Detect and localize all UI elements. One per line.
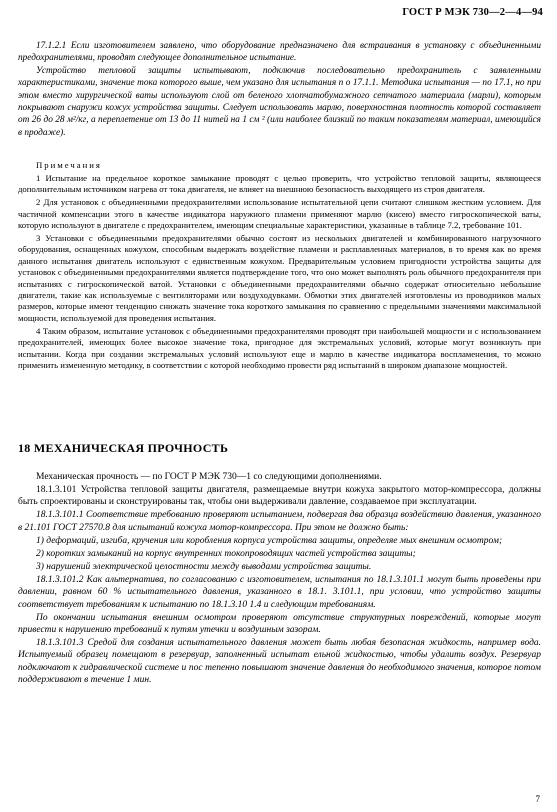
note-item: 1 Испытание на предельное короткое замыкание проводят с целью проверить, что устройство тепловой защиты, являющееся дополнительным источником нагрева от тока двигателя, не влияет на внешнюю безопасность выходящего из строя двигателя. [18, 172, 541, 195]
section-18-body [18, 471, 541, 687]
section-heading: 18 МЕХАНИЧЕСКАЯ ПРОЧНОСТЬ [18, 441, 229, 455]
notes-block [18, 160, 541, 373]
note-item: 4 Таким образом, испытание установок с объединенными предохранителями проводят при наибольшей мощности и с использованием предохранителей, имеющих более высокое значение тока, пригодное для экстремальных условий, которые могут возникнуть при испытании. Когда при создании экстремальных условий используют еще и марлю в качестве индикатора воспламенения, то можно применить измененную методику, в соответствии с которой необходимо провести ряд испытаний в широком диапазоне мощностей. [18, 325, 541, 370]
clause-paragraph: Устройство тепловой защиты испытывают, подключив последовательно предохранитель с заявленными характеристиками, значение тока которого выше, чем указано для испытания п о 17.1.1. Методика испытания — по 17.1, но при этом вместо хирургической ваты используют слой от беленого хлопчатобумажного сетчатого материала (марли), которым покрывают снаружи кожух устройства защиты. Следует использовать марлю, поверхностная плотность которой составляет от 26 до 28 м²/кг, а переплетение от 13 до 11 нитей на 1 см ² (или наиболее близкий по таким показателям материал, имеющийся в продаже). [18, 65, 541, 138]
page-number: 7 [535, 794, 540, 804]
body-paragraph: 18.1.3.101 Устройства тепловой защиты двигателя, размещаемые внутри кожуха закрытого мотор-компрессора, должны быть спроектированы и сконструированы так, чтобы они выдерживали давление, создаваемое при эксплуатации. [18, 485, 541, 508]
clause-paragraph: 17.1.2.1 Если изготовителем заявлено, что оборудование предназначено для встраивания в установку с объединенными предохранителями, проводят следующее дополнительное испытание. [18, 41, 541, 64]
body-paragraph: Механическая прочность — по ГОСТ Р МЭК 730—1 со следующими дополнениями. [36, 472, 382, 482]
running-header: ГОСТ Р МЭК 730—2—4—94 [402, 7, 543, 18]
body-paragraph: 18.1.3.101.3 Средой для создания испытательного давления может быть любая безопасная жидкость, например вода. Испытуемый образец помещают в резервуар, заполненный испытат ельной жидкостью, чтобы удалить воздух. Резервуар подключают к гидравлической системе и пос тепенно повышают значение давления до необходимого значения, которое потом поддерживают в течение 1 мин. [18, 638, 541, 686]
list-item: 1) деформаций, изгиба, кручения или коробления корпуса устройства защиты, определяе мых внешним осмотром; [36, 535, 503, 546]
list-item: 3) нарушений электрической целостности между выводами устройства защиты. [36, 561, 372, 572]
body-paragraph: По окончании испытания внешним осмотром проверяют отсутствие структурных повреждений, которые могут привести к нарушению требований к путям утечки и воздушным зазорам. [18, 612, 541, 636]
body-paragraph: 18.1.3.101.1 Соответствие требованию проверяют испытанием, подвергая два образца воздействию давления, указанного в 21.101 ГОСТ 27570.8 для испытаний кожуха мотор-компрессора. При этом не должно быть: [18, 510, 541, 533]
notes-title: Примечания [36, 160, 102, 170]
list-item: 2) коротких замыканий на корпус внутренних токопроводящих частей устройства защиты; [36, 548, 416, 559]
body-paragraph: 18.1.3.101.2 Как альтернатива, по согласованию с изготовителем, испытания по 18.1.3.101.1 могут быть проведены при давлении, равном 60 % испытательного давления, указанного в 18.1. 3.101.1, при условии, что устройство защиты соответствует требованиям к испытанию по 18.1.3.10 1.4 и следующим требованиям. [18, 574, 541, 610]
clause-17-1-2-1 [18, 40, 541, 139]
note-item: 2 Для установок с объединенными предохранителями использование испытательной цепи считают слишком жестким условием. Для частичной компенсации этого в качестве индикатора наружного пламени применяют марлю (кисею) вместо гигроскопической ваты, которую используют в двигателе с предохранителем, имеющим специальные характеристики, указанные в таблице 7.2, требование 101. [18, 197, 541, 231]
note-item: 3 Установки с объединенными предохранителями обычно состоят из нескольких двигателей и комбинированного нагрузочного оборудования, оснащенных кожухом, способным выдержать воздействие пламени и расплавленных материалов, в то время как во время данного испытания двигатель используют с единственным кожухом. Предварительным условием пригодности устройства защиты для установок с объединенными предохранителями является подтверждение того, что оно может выполнять роль обычного предохранителя при испытаниях с гигроскопической ватой. Установки с объединенными предохранителями обычно содержат относительно небольшие двигатели, такие как используемые с вентиляторами или воздуходувками. Обмотки этих двигателей изготовлены из проводников малых размеров, которые имеют тенденцию снижать значение тока короткого замыкания по сравнению с предельными значениями максимальной мощности, используемой для проведения испытания. [18, 232, 541, 323]
